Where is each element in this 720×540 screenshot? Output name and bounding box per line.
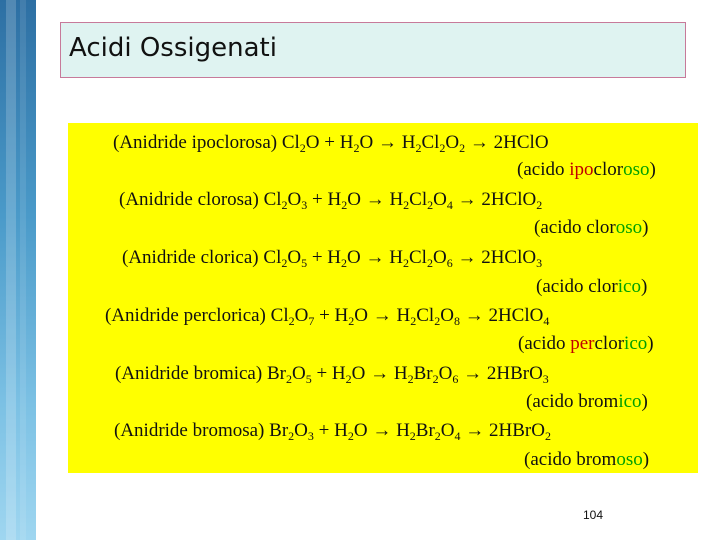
plus-sign: + [319, 305, 330, 326]
plus-sign: + [324, 132, 335, 153]
arrow-icon: → [464, 305, 484, 326]
arrow-icon: → [365, 247, 385, 268]
water-formula: $H_2O$ [331, 363, 366, 386]
water-formula: $H_2O$ [327, 189, 361, 212]
acid-formula: 2HBrO$_3$ [486, 363, 549, 386]
intermediate-formula: $H_2Cl_2O_6$ [389, 247, 453, 270]
water-formula: $H_2O$ [339, 132, 374, 155]
equations-panel [68, 123, 698, 473]
arrow-icon: → [463, 363, 483, 384]
arrow-icon: → [469, 132, 489, 153]
anhydride-formula: $Cl_2O_5$ [263, 247, 308, 270]
suffix-ico: ico [617, 276, 641, 297]
suffix-ico: ico [624, 333, 648, 354]
acid-name: (acido cloroso) [534, 217, 649, 238]
equation-line [122, 247, 542, 269]
arrow-icon: → [372, 305, 392, 326]
equation-line [115, 363, 549, 385]
anhydride-formula: $Cl_2O_3$ [263, 189, 308, 212]
arrow-icon: → [365, 189, 385, 210]
acid-formula: 2HBrO$_2$ [489, 420, 551, 443]
plus-sign: + [318, 420, 330, 441]
equation-line [113, 132, 549, 154]
anhydride-label: (Anidride bromica) [115, 363, 263, 384]
anhydride-label: (Anidride bromosa) [114, 420, 265, 441]
prefix-per: per [570, 333, 595, 354]
arrow-icon: → [372, 420, 392, 441]
acid-name: (acido bromoso) [524, 449, 650, 470]
acid-formula: 2HClO$_2$ [481, 189, 543, 212]
intermediate-formula: $H_2Br_2O_4$ [396, 420, 461, 443]
intermediate-formula: $H_2Cl_2O_4$ [389, 189, 453, 212]
anhydride-label: (Anidride perclorica) [105, 305, 266, 326]
plus-sign: + [311, 247, 323, 268]
plus-sign: + [316, 363, 328, 384]
suffix-oso: oso [616, 449, 643, 470]
equation-line [105, 305, 549, 327]
anhydride-formula: $Br_2O_3$ [269, 420, 314, 443]
equation-line [114, 420, 551, 442]
arrow-icon: → [377, 132, 397, 153]
intermediate-formula: $H_2Cl_2O_8$ [396, 305, 460, 328]
anhydride-formula: $Br_2O_5$ [266, 363, 312, 386]
suffix-oso: oso [623, 159, 650, 180]
anhydride-label: (Anidride ipoclorosa) [113, 132, 278, 153]
slide-title: Acidi Ossigenati [69, 33, 277, 63]
acid-name: (acido ipocloroso) [517, 159, 656, 180]
equation-line [119, 189, 542, 211]
water-formula: $H_2O$ [327, 247, 361, 270]
suffix-oso: oso [615, 217, 643, 238]
intermediate-formula: $H_2Br_2O_6$ [393, 363, 459, 386]
arrow-icon: → [457, 247, 477, 268]
plus-sign: + [312, 189, 323, 210]
acid-formula: 2HClO [493, 132, 549, 153]
arrow-icon: → [457, 189, 477, 210]
anhydride-formula: $Cl_2O_7$ [270, 305, 315, 328]
anhydride-label: (Anidride clorosa) [119, 189, 259, 210]
intermediate-formula: $H_2Cl_2O_2$ [401, 132, 466, 155]
arrow-icon: → [370, 363, 390, 384]
water-formula: $H_2O$ [334, 420, 368, 443]
acid-formula: 2HClO$_4$ [488, 305, 550, 328]
acid-name: (acido bromico) [526, 391, 648, 412]
water-formula: $H_2O$ [334, 305, 369, 328]
title-box [60, 22, 686, 78]
acid-name: (acido clorico) [536, 276, 648, 297]
acid-formula: 2HClO$_3$ [481, 247, 543, 270]
suffix-ico: ico [618, 391, 642, 412]
prefix-ipo: ipo [569, 159, 594, 180]
page-number: 104 [583, 508, 604, 522]
arrow-icon: → [465, 420, 485, 441]
anhydride-formula: $Cl_2O$ [281, 132, 320, 155]
decorative-sidebar [0, 0, 36, 540]
acid-name: (acido perclorico) [518, 333, 654, 354]
anhydride-label: (Anidride clorica) [122, 247, 259, 268]
